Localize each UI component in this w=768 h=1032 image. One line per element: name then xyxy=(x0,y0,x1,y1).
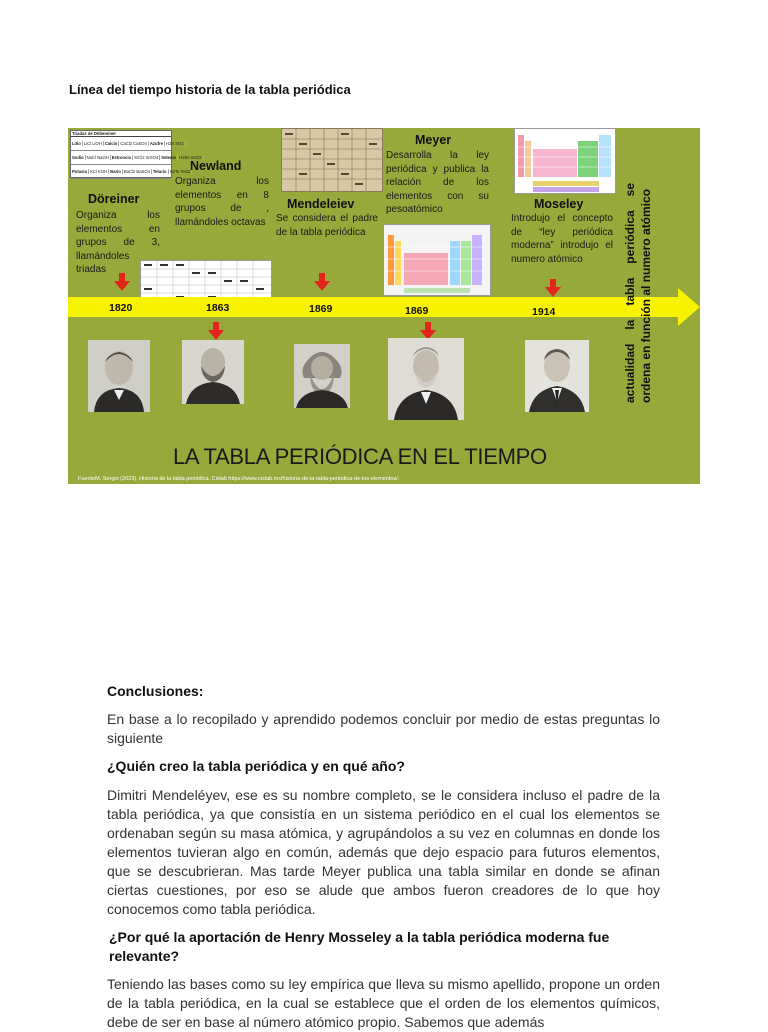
timeline-arrow xyxy=(68,286,700,328)
triads-table-cell: KCl KOH xyxy=(90,169,108,174)
scientist-name-moseley: Moseley xyxy=(534,197,584,211)
triads-table-cell: Litio xyxy=(72,141,81,146)
answer-1: Dimitri Mendeléyev, ese es su nombre completo, se le considera incluso el padre de la tabla periódica, ya que consistía en un sistema periódico en el cual los elementos se ordenaban según su masa atómica, y agrupándolos a su vez en columnas en donde los elementos tuvieran algo en común, además que dejo espacio para futuros elementos, que se descubrieran. Mas tarde Meyer publica una tabla similar en donde se afinan ciertas cuestiones, por eso se alude que ambos fueron creadores de lo que hoy conocemos como tabla periódica. xyxy=(107,787,660,917)
scientist-name-doreiner: Döreiner xyxy=(88,192,140,206)
triads-table-header: Triadas de Döbereiner xyxy=(71,131,171,137)
triads-table-row xyxy=(71,151,202,165)
scientist-text-moseley: Introdujo el concepto de “ley periódica moderna” introdujo el numero atómico xyxy=(511,213,613,265)
triads-table-cell: BaCl2 BaSO4 xyxy=(123,169,150,174)
infographic-title: LA TABLA PERIÓDICA EN EL TIEMPO xyxy=(173,444,547,469)
triads-table-cell: Calcio xyxy=(104,141,118,146)
question-1: ¿Quién creo la tabla periódica y en qué año? xyxy=(107,758,405,774)
triads-table-cell: Bario xyxy=(110,169,121,174)
conclusions-intro: En base a lo recopilado y aprendido podemos concluir por medio de estas preguntas lo siguiente xyxy=(107,711,660,746)
document-title: Línea del tiempo historia de la tabla periódica xyxy=(69,82,351,97)
triads-table-row xyxy=(71,165,191,179)
vertical-note-container xyxy=(616,183,700,408)
year-1820: 1820 xyxy=(109,302,133,314)
scientist-name-newland: Newland xyxy=(190,159,242,173)
scientist-name-mendeleiev: Mendeleiev xyxy=(287,197,355,211)
triads-table-cell: Potasio xyxy=(72,169,88,174)
portrait-newland xyxy=(182,340,244,404)
triads-table-cell: SrCl2 SrSO4 xyxy=(134,155,159,160)
triads-table-cell: Selenio xyxy=(161,155,177,160)
triads-table-cell: CaCl2 CaSO4 xyxy=(120,141,147,146)
year-1869-mendeleiev: 1869 xyxy=(309,303,333,315)
triads-table-cell: Sodio xyxy=(72,155,84,160)
triads-table-cell: NaCl NaOH xyxy=(86,155,109,160)
triads-table-cell: H2S SO2 xyxy=(165,141,184,146)
triads-table-cell: LiCl LiOH xyxy=(83,141,102,146)
triads-table-image xyxy=(70,130,202,178)
answer-2: Teniendo las bases como su ley empírica que lleva su mismo apellido, propone un orden de la tabla periódica, en la cual se establece que el orden de los elementos químicos, debe de ser en base al número atómico propio. Sabemos que además xyxy=(107,976,660,1030)
portrait-meyer xyxy=(388,338,464,420)
scientist-text-newland: Organiza los elementos en 8 grupos de , llamándoles octavas xyxy=(175,176,269,228)
scientist-text-meyer: Desarrolla la ley periódica y publica la relación de los elementos con su pesoatómico xyxy=(386,150,489,215)
triads-table-row xyxy=(71,137,184,151)
scientist-name-meyer: Meyer xyxy=(415,133,452,147)
question-2: ¿Por qué la aportación de Henry Mosseley a la tabla periódica moderna fue relevante? xyxy=(109,929,610,964)
portrait-moseley xyxy=(525,340,589,412)
triads-table-body xyxy=(71,137,202,179)
year-1914: 1914 xyxy=(532,306,556,318)
mendeleiev-table-image xyxy=(281,128,383,192)
vertical-note: actualidad la tabla periódica se ordena en función al numero atómico xyxy=(623,183,653,403)
red-arrow-1863 xyxy=(208,322,224,340)
triads-table-cell: Estroncio xyxy=(111,155,132,160)
infographic-source: FuenteM. Sergio (2023). Historia de la tabla periódica. Cislab https://www.cislab.mx/historia-de-la-tabla-periodica-de-los-elementos/. xyxy=(78,476,400,482)
triads-table-cell: H2Te TeO2 xyxy=(169,169,191,174)
triads-table-cell: Azufre xyxy=(149,141,163,146)
red-arrow-1869a xyxy=(314,273,330,291)
portrait-doreiner xyxy=(88,340,150,412)
portrait-mendeleiev xyxy=(294,344,350,408)
timeline-infographic xyxy=(68,128,700,484)
scientist-text-mendeleiev: Se considera el padre de la tabla periódica xyxy=(276,213,378,238)
red-arrow-1820 xyxy=(114,273,130,291)
triads-table-cell: Telurio xyxy=(152,169,167,174)
year-1869-meyer: 1869 xyxy=(405,305,429,317)
triads-table-cell: H2Se SeO2 xyxy=(179,155,202,160)
moseley-table-image xyxy=(514,128,616,194)
red-arrow-1914 xyxy=(545,279,561,297)
conclusions-heading: Conclusiones: xyxy=(107,683,204,699)
scientist-text-doreiner: Organiza los elementos en grupos de 3, llamándoles triadas xyxy=(76,210,160,275)
year-1863: 1863 xyxy=(206,302,230,314)
